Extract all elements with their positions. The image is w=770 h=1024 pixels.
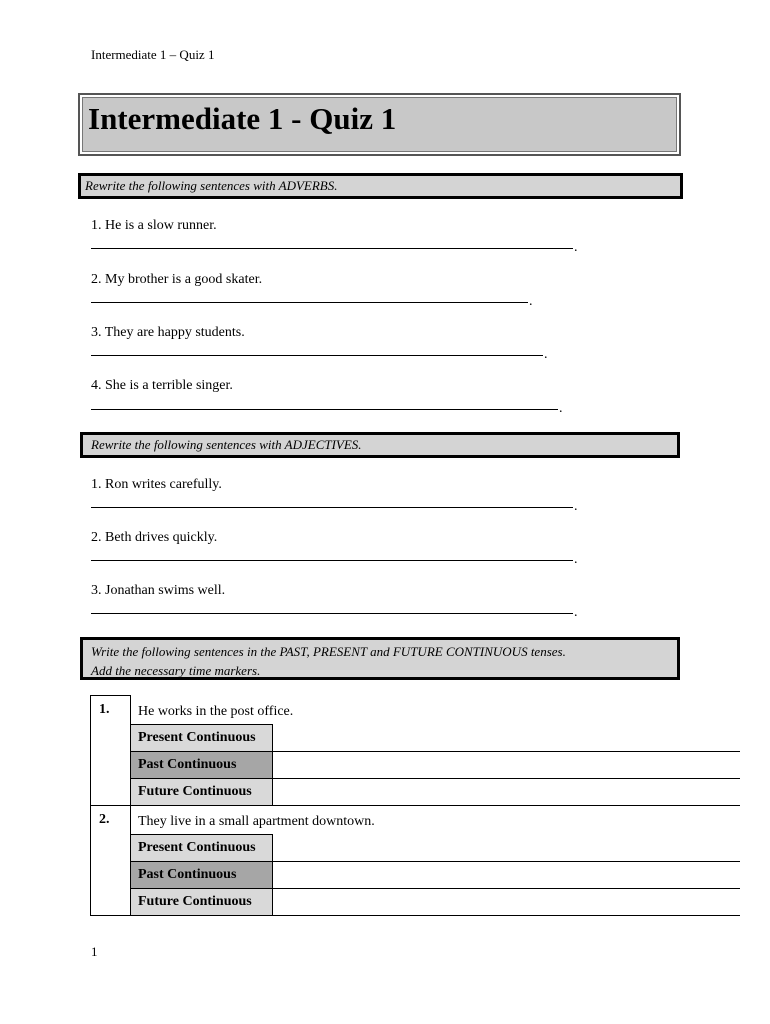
adjective-item-3: 3. Jonathan swims well. xyxy=(91,583,226,598)
adverb-item-1: 1. He is a slow runner. xyxy=(91,218,217,233)
section-continuous-instruction xyxy=(80,637,680,680)
answer-line[interactable] xyxy=(91,507,573,508)
title-box xyxy=(78,93,681,156)
answer-line[interactable] xyxy=(91,355,543,356)
present-continuous-answer[interactable] xyxy=(273,834,741,861)
instruction-text: Rewrite the following sentences with ADVERBS. xyxy=(85,178,338,193)
adverb-item-2: 2. My brother is a good skater. xyxy=(91,272,263,287)
page-number: 1 xyxy=(91,944,98,959)
adverb-item-3: 3. They are happy students. xyxy=(91,325,245,340)
section-adverbs-instruction xyxy=(78,173,683,199)
future-continuous-label: Future Continuous xyxy=(131,888,273,915)
future-continuous-label: Future Continuous xyxy=(131,778,273,805)
past-continuous-answer[interactable] xyxy=(273,861,741,888)
answer-period: . xyxy=(544,347,548,362)
table-row xyxy=(91,805,741,834)
row-number: 1. xyxy=(91,696,131,806)
answer-period: . xyxy=(574,240,578,255)
answer-period: . xyxy=(574,605,578,620)
table-row xyxy=(91,696,741,725)
adjective-item-2: 2. Beth drives quickly. xyxy=(91,530,218,545)
answer-line[interactable] xyxy=(91,409,558,410)
instruction-text: Write the following sentences in the PAST, PRESENT and FUTURE CONTINUOUS tenses. xyxy=(91,644,566,659)
answer-line[interactable] xyxy=(91,613,573,614)
adverb-item-4: 4. She is a terrible singer. xyxy=(91,378,233,393)
table-row xyxy=(91,888,741,915)
answer-line[interactable] xyxy=(91,248,573,249)
past-continuous-label: Past Continuous xyxy=(131,861,273,888)
instruction-text: Rewrite the following sentences with ADJECTIVES. xyxy=(91,437,362,452)
future-continuous-answer[interactable] xyxy=(273,778,741,805)
answer-line[interactable] xyxy=(91,560,573,561)
past-continuous-answer[interactable] xyxy=(273,751,741,778)
table-row xyxy=(91,724,741,751)
present-continuous-answer[interactable] xyxy=(273,724,741,751)
present-continuous-label: Present Continuous xyxy=(131,834,273,861)
page-title: Intermediate 1 - Quiz 1 xyxy=(88,101,397,136)
present-continuous-label: Present Continuous xyxy=(131,724,273,751)
table-row xyxy=(91,751,741,778)
past-continuous-label: Past Continuous xyxy=(131,751,273,778)
adjective-item-1: 1. Ron writes carefully. xyxy=(91,477,222,492)
future-continuous-answer[interactable] xyxy=(273,888,741,915)
continuous-tenses-table xyxy=(90,695,740,916)
answer-period: . xyxy=(574,552,578,567)
instruction-text: Add the necessary time markers. xyxy=(91,663,261,678)
running-header: Intermediate 1 – Quiz 1 xyxy=(91,47,215,62)
row-number: 2. xyxy=(91,805,131,915)
row-sentence: He works in the post office. xyxy=(138,704,294,719)
answer-period: . xyxy=(559,401,563,416)
table-row xyxy=(91,778,741,805)
answer-period: . xyxy=(529,294,533,309)
answer-period: . xyxy=(574,499,578,514)
row-sentence: They live in a small apartment downtown. xyxy=(131,805,741,834)
table-row xyxy=(91,861,741,888)
section-adjectives-instruction xyxy=(80,432,680,458)
table-row xyxy=(91,834,741,861)
answer-line[interactable] xyxy=(91,302,528,303)
